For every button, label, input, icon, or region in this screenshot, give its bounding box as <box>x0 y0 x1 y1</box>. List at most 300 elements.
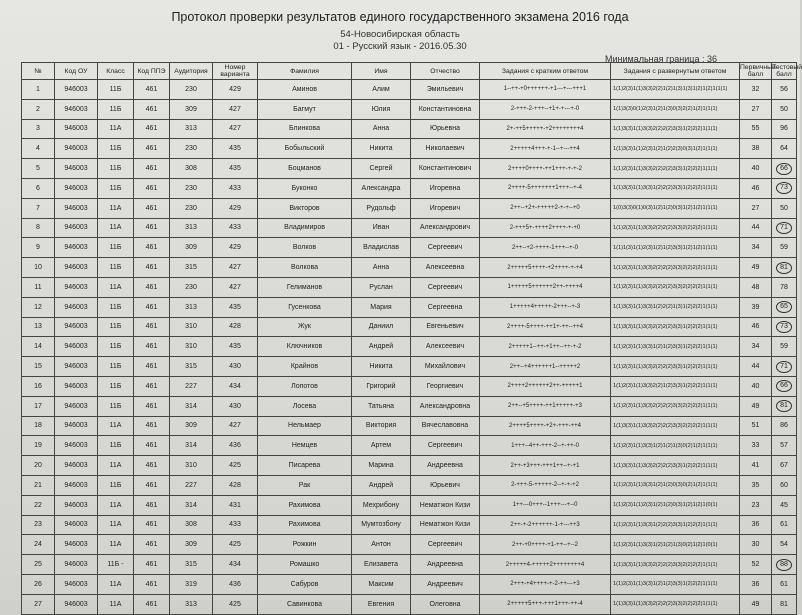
variant-cell: 435 <box>213 337 258 357</box>
test-score-cell: 60 <box>772 475 797 495</box>
col-header: Код ОУ <box>55 63 98 80</box>
col-header: Номер варианта <box>213 63 258 80</box>
table-row <box>22 416 797 436</box>
short-answers-cell: 2+++-+4++++-+-2-++---+3 <box>480 574 611 594</box>
auditorium-cell: 308 <box>170 515 213 535</box>
region-label: 54-Новосибирская область <box>340 29 460 40</box>
surname-cell: Савинкова <box>258 594 352 614</box>
surname-cell: Буконко <box>258 178 352 198</box>
first-name-cell: Руслан <box>352 277 411 297</box>
min-score-label: Минимальная граница : 36 <box>605 54 717 64</box>
school-code: 946003 <box>55 277 98 297</box>
surname-cell: Лопотов <box>258 376 352 396</box>
school-code: 946003 <box>55 218 98 238</box>
short-answers-cell: 2-+++-2-+++--+1+-+---+-0 <box>480 99 611 119</box>
ppe-code: 461 <box>134 198 170 218</box>
school-code: 946003 <box>55 258 98 278</box>
long-answers-cell: 1(1)2(3)1(1)3(3)1(2)1(2)3(3)1(2)2(2)1(1(1) <box>611 337 740 357</box>
test-score-cell: 54 <box>772 535 797 555</box>
surname-cell: Рахимова <box>258 495 352 515</box>
variant-cell: 431 <box>213 495 258 515</box>
row-number: 19 <box>22 436 55 456</box>
school-code: 946003 <box>55 594 98 614</box>
ppe-code: 461 <box>134 456 170 476</box>
circled-score: 66 <box>776 163 792 175</box>
ppe-code: 461 <box>134 159 170 179</box>
circled-score: 73 <box>776 321 792 333</box>
variant-cell: 433 <box>213 178 258 198</box>
col-header: Имя <box>352 63 411 80</box>
patronymic-cell: Михайлович <box>411 357 480 377</box>
school-code: 946003 <box>55 337 98 357</box>
school-code: 946003 <box>55 357 98 377</box>
variant-cell: 430 <box>213 396 258 416</box>
auditorium-cell: 230 <box>170 198 213 218</box>
short-answers-cell: 2++--+5++++-++1+++++-+3 <box>480 396 611 416</box>
row-number: 4 <box>22 139 55 159</box>
ppe-code: 461 <box>134 535 170 555</box>
variant-cell: 427 <box>213 119 258 139</box>
auditorium-cell: 313 <box>170 297 213 317</box>
surname-cell: Багмут <box>258 99 352 119</box>
surname-cell: Нельмаер <box>258 416 352 436</box>
primary-score-cell: 34 <box>740 337 772 357</box>
surname-cell: Лосева <box>258 396 352 416</box>
surname-cell: Гелиманов <box>258 277 352 297</box>
auditorium-cell: 310 <box>170 337 213 357</box>
first-name-cell: Григорий <box>352 376 411 396</box>
primary-score-cell: 39 <box>740 297 772 317</box>
long-answers-cell: 1(1)3(3)1(1)3(3)2(2)2(2)3(3)2(2)2(2)1(1(1) <box>611 416 740 436</box>
first-name-cell: Никита <box>352 357 411 377</box>
auditorium-cell: 308 <box>170 159 213 179</box>
auditorium-cell: 309 <box>170 238 213 258</box>
surname-cell: Рак <box>258 475 352 495</box>
patronymic-cell: Эмильевич <box>411 80 480 100</box>
short-answers-cell: 2+++++5++++-+2++++-+-+4 <box>480 258 611 278</box>
ppe-code: 461 <box>134 119 170 139</box>
table-row <box>22 297 797 317</box>
short-answers-cell: 1+++++4+++++-2+++--+-3 <box>480 297 611 317</box>
variant-cell: 434 <box>213 555 258 575</box>
short-answers-cell: 2++-+-2++++++-1-+---++3 <box>480 515 611 535</box>
ppe-code: 461 <box>134 594 170 614</box>
variant-cell: 427 <box>213 277 258 297</box>
class-cell: 11А <box>98 495 134 515</box>
ppe-code: 461 <box>134 99 170 119</box>
auditorium-cell: 227 <box>170 475 213 495</box>
long-answers-cell: 1(1)3(3)1(1)2(3)1(2)1(2)2(3)0(3)1(2)1(1(1) <box>611 139 740 159</box>
class-cell: 11Б <box>98 159 134 179</box>
table-row <box>22 594 797 614</box>
patronymic-cell: Константиновна <box>411 99 480 119</box>
test-score-cell: 61 <box>772 515 797 535</box>
long-answers-cell: 1(1)2(3)1(1)3(3)2(2)2(2)3(3)2(2)2(2)1(1(1) <box>611 218 740 238</box>
surname-cell: Ключников <box>258 337 352 357</box>
variant-cell: 428 <box>213 475 258 495</box>
ppe-code: 461 <box>134 178 170 198</box>
surname-cell: Владимиров <box>258 218 352 238</box>
first-name-cell: Антон <box>352 535 411 555</box>
long-answers-cell: 1(1)2(3)1(1)3(3)1(2)2(2)3(3)1(2)2(2)1(1(1) <box>611 515 740 535</box>
first-name-cell: Марина <box>352 456 411 476</box>
patronymic-cell: Олеговна <box>411 594 480 614</box>
patronymic-cell: Нематжон Кизи <box>411 515 480 535</box>
table-row <box>22 178 797 198</box>
variant-cell: 429 <box>213 198 258 218</box>
row-number: 21 <box>22 475 55 495</box>
long-answers-cell: 1(1)3(3)0(1)2(3)1(2)1(3)0(3)2(2)1(2)1(1(1) <box>611 99 740 119</box>
circled-score: 71 <box>776 361 792 373</box>
patronymic-cell: Александрович <box>411 218 480 238</box>
primary-score-cell: 38 <box>740 139 772 159</box>
school-code: 946003 <box>55 159 98 179</box>
primary-score-cell: 34 <box>740 238 772 258</box>
table-row <box>22 515 797 535</box>
short-answers-cell: 2++--+4++++++1--+++++2 <box>480 357 611 377</box>
auditorium-cell: 310 <box>170 317 213 337</box>
variant-cell: 429 <box>213 80 258 100</box>
first-name-cell: Татьяна <box>352 396 411 416</box>
auditorium-cell: 315 <box>170 555 213 575</box>
surname-cell: Блинкова <box>258 119 352 139</box>
surname-cell: Писарева <box>258 456 352 476</box>
auditorium-cell: 313 <box>170 218 213 238</box>
patronymic-cell: Сергеевна <box>411 297 480 317</box>
first-name-cell: Елизавета <box>352 555 411 575</box>
row-number: 3 <box>22 119 55 139</box>
first-name-cell: Артем <box>352 436 411 456</box>
short-answers-cell: 2+++++5+++-+++1+++-++-4 <box>480 594 611 614</box>
patronymic-cell: Александровна <box>411 396 480 416</box>
table-row <box>22 535 797 555</box>
first-name-cell: Мумтозбону <box>352 515 411 535</box>
row-number: 6 <box>22 178 55 198</box>
primary-score-cell: 36 <box>740 574 772 594</box>
col-header: Задания с развернутым ответом <box>611 63 740 80</box>
patronymic-cell: Сергеевич <box>411 535 480 555</box>
variant-cell: 436 <box>213 436 258 456</box>
class-cell: 11А <box>98 277 134 297</box>
test-score-cell: 57 <box>772 436 797 456</box>
auditorium-cell: 309 <box>170 416 213 436</box>
test-score-cell: 50 <box>772 198 797 218</box>
test-score-cell: 61 <box>772 574 797 594</box>
patronymic-cell: Юрьевна <box>411 119 480 139</box>
table-row <box>22 139 797 159</box>
surname-cell: Волкова <box>258 258 352 278</box>
ppe-code: 461 <box>134 317 170 337</box>
surname-cell: Аминов <box>258 80 352 100</box>
table-row <box>22 238 797 258</box>
ppe-code: 461 <box>134 258 170 278</box>
row-number: 8 <box>22 218 55 238</box>
primary-score-cell: 40 <box>740 376 772 396</box>
table-row <box>22 357 797 377</box>
auditorium-cell: 314 <box>170 436 213 456</box>
patronymic-cell: Андреевич <box>411 574 480 594</box>
long-answers-cell: 1(1)3(3)1(1)3(3)2(2)2(2)3(3)1(2)2(2)1(1(1) <box>611 456 740 476</box>
row-number: 13 <box>22 317 55 337</box>
primary-score-cell: 36 <box>740 515 772 535</box>
table-row <box>22 80 797 100</box>
row-number: 9 <box>22 238 55 258</box>
patronymic-cell: Алексеевич <box>411 337 480 357</box>
ppe-code: 461 <box>134 416 170 436</box>
patronymic-cell: Игоревич <box>411 198 480 218</box>
school-code: 946003 <box>55 456 98 476</box>
surname-cell: Сабуров <box>258 574 352 594</box>
variant-cell: 428 <box>213 317 258 337</box>
test-score-cell: 81 <box>772 594 797 614</box>
table-row <box>22 376 797 396</box>
short-answers-cell: 2++++0++++-++1+++-+-+-2 <box>480 159 611 179</box>
row-number: 15 <box>22 357 55 377</box>
test-score-cell <box>772 159 797 179</box>
short-answers-cell: 2++++5++++-+2+-+++-++4 <box>480 416 611 436</box>
school-code: 946003 <box>55 99 98 119</box>
patronymic-cell: Юрьевич <box>411 475 480 495</box>
first-name-cell: Максим <box>352 574 411 594</box>
patronymic-cell: Евгеньевич <box>411 317 480 337</box>
primary-score-cell: 35 <box>740 475 772 495</box>
test-score-cell: 56 <box>772 80 797 100</box>
school-code: 946003 <box>55 198 98 218</box>
table-row <box>22 277 797 297</box>
first-name-cell: Никита <box>352 139 411 159</box>
table-row <box>22 396 797 416</box>
col-header: Первичный балл <box>740 64 776 78</box>
col-header: Задания с кратким ответом <box>480 63 611 80</box>
first-name-cell: Владислав <box>352 238 411 258</box>
test-score-cell: 45 <box>772 495 797 515</box>
ppe-code: 461 <box>134 80 170 100</box>
table-row <box>22 495 797 515</box>
patronymic-cell: Андреевна <box>411 555 480 575</box>
variant-cell: 425 <box>213 594 258 614</box>
ppe-code: 461 <box>134 238 170 258</box>
patronymic-cell: Андреевна <box>411 456 480 476</box>
primary-score-cell: 48 <box>740 277 772 297</box>
class-cell: 11А <box>98 515 134 535</box>
long-answers-cell: 1(1)2(3)1(1)3(3)1(2)1(2)3(3)1(2)2(2)1(1(1) <box>611 574 740 594</box>
surname-cell: Викторов <box>258 198 352 218</box>
school-code: 946003 <box>55 376 98 396</box>
test-score-cell <box>772 376 797 396</box>
long-answers-cell: 1(1)3(3)1(1)3(3)2(2)2(2)3(3)2(2)2(2)1(1(1) <box>611 555 740 575</box>
surname-cell: Боцманов <box>258 159 352 179</box>
table-row <box>22 475 797 495</box>
long-answers-cell: 1(1)2(3)1(1)2(3)1(2)1(2)0(3)1(2)1(2)1(0(1) <box>611 495 740 515</box>
variant-cell: 425 <box>213 456 258 476</box>
test-score-cell: 64 <box>772 139 797 159</box>
test-score-cell <box>772 178 797 198</box>
class-cell: 11А <box>98 119 134 139</box>
long-answers-cell: 1(1)2(3)1(1)3(3)1(2)1(2)1(3)0(2)1(2)1(0(1) <box>611 535 740 555</box>
primary-score-cell: 40 <box>740 159 772 179</box>
long-answers-cell: 1(1)3(3)1(1)3(3)2(2)2(2)3(3)1(2)2(2)1(1(1) <box>611 119 740 139</box>
col-header: Код ППЭ <box>134 63 170 80</box>
row-number: 27 <box>22 594 55 614</box>
long-answers-cell: 1(1)3(3)1(1)3(3)1(2)2(2)1(3)1(2)2(2)1(1(1) <box>611 297 740 317</box>
test-score-cell <box>772 258 797 278</box>
table-row <box>22 159 797 179</box>
first-name-cell: Андрей <box>352 337 411 357</box>
test-score-cell: 96 <box>772 119 797 139</box>
school-code: 946003 <box>55 119 98 139</box>
class-cell: 11Б <box>98 99 134 119</box>
variant-cell: 425 <box>213 535 258 555</box>
class-cell: 11А <box>98 574 134 594</box>
short-answers-cell: 2-+++5+-++++2++++-+-+0 <box>480 218 611 238</box>
patronymic-cell: Сергеевич <box>411 238 480 258</box>
row-number: 25 <box>22 555 55 575</box>
test-score-cell: 78 <box>772 277 797 297</box>
surname-cell: Жук <box>258 317 352 337</box>
variant-cell: 427 <box>213 416 258 436</box>
auditorium-cell: 227 <box>170 376 213 396</box>
row-number: 26 <box>22 574 55 594</box>
class-cell: 11Б <box>98 317 134 337</box>
auditorium-cell: 314 <box>170 396 213 416</box>
row-number: 22 <box>22 495 55 515</box>
row-number: 12 <box>22 297 55 317</box>
class-cell: 11Б - <box>98 555 134 575</box>
school-code: 946003 <box>55 475 98 495</box>
table-row <box>22 436 797 456</box>
ppe-code: 461 <box>134 475 170 495</box>
patronymic-cell: Игоревна <box>411 178 480 198</box>
long-answers-cell: 1(1)1(3)1(1)2(3)1(2)1(2)3(3)1(2)1(2)1(1(1) <box>611 238 740 258</box>
primary-score-cell: 49 <box>740 258 772 278</box>
class-cell: 11Б <box>98 357 134 377</box>
first-name-cell: Александра <box>352 178 411 198</box>
table-row <box>22 258 797 278</box>
circled-score: 81 <box>776 400 792 412</box>
row-number: 18 <box>22 416 55 436</box>
first-name-cell: Мария <box>352 297 411 317</box>
test-score-cell <box>772 297 797 317</box>
school-code: 946003 <box>55 535 98 555</box>
circled-score: 71 <box>776 222 792 234</box>
ppe-code: 461 <box>134 376 170 396</box>
long-answers-cell: 1(1)2(3)1(1)3(3)2(2)1(2)3(3)1(2)2(2)1(1(1) <box>611 376 740 396</box>
school-code: 946003 <box>55 396 98 416</box>
short-answers-cell: 2++++-5++++-++1+-++--++4 <box>480 317 611 337</box>
school-code: 946003 <box>55 416 98 436</box>
class-cell: 11Б <box>98 178 134 198</box>
surname-cell: Рожкин <box>258 535 352 555</box>
auditorium-cell: 230 <box>170 178 213 198</box>
results-table <box>21 62 802 615</box>
first-name-cell: Анна <box>352 119 411 139</box>
short-answers-cell: 1++---0+++--1+++---+--0 <box>480 495 611 515</box>
test-score-cell <box>772 555 797 575</box>
subject-label: 01 - Русский язык - 2016.05.30 <box>333 41 467 52</box>
variant-cell: 427 <box>213 258 258 278</box>
primary-score-cell: 44 <box>740 357 772 377</box>
test-score-cell <box>772 396 797 416</box>
ppe-code: 461 <box>134 555 170 575</box>
class-cell: 11Б <box>98 80 134 100</box>
ppe-code: 461 <box>134 218 170 238</box>
short-answers-cell: 1+++++5++++++2++-++++4 <box>480 277 611 297</box>
surname-cell: Бобыльский <box>258 139 352 159</box>
school-code: 946003 <box>55 139 98 159</box>
first-name-cell: Евгения <box>352 594 411 614</box>
long-answers-cell: 1(1)2(3)1(1)3(3)2(2)1(2)1(3)1(3)1(2)1(2)1(1(1) <box>611 80 740 100</box>
variant-cell: 436 <box>213 574 258 594</box>
ppe-code: 461 <box>134 495 170 515</box>
first-name-cell: Алим <box>352 80 411 100</box>
first-name-cell: Виктория <box>352 416 411 436</box>
circled-score: 73 <box>776 182 792 194</box>
class-cell: 11А <box>98 218 134 238</box>
test-score-cell <box>772 317 797 337</box>
row-number: 1 <box>22 80 55 100</box>
primary-score-cell: 41 <box>740 456 772 476</box>
primary-score-cell: 27 <box>740 198 772 218</box>
class-cell: 11А <box>98 594 134 614</box>
primary-score-cell: 30 <box>740 535 772 555</box>
circled-score: 66 <box>776 380 792 392</box>
primary-score-cell: 44 <box>740 218 772 238</box>
school-code: 946003 <box>55 515 98 535</box>
table-row <box>22 337 797 357</box>
long-answers-cell: 1(1)3(3)1(1)3(3)2(2)2(2)3(3)1(2)2(2)1(1(1) <box>611 317 740 337</box>
ppe-code: 461 <box>134 436 170 456</box>
long-answers-cell: 1(1)2(3)1(1)3(3)1(2)1(2)1(3)0(2)1(2)1(1(1) <box>611 436 740 456</box>
row-number: 10 <box>22 258 55 278</box>
class-cell: 11А <box>98 535 134 555</box>
table-header-row <box>22 63 797 80</box>
first-name-cell: Мехрибону <box>352 495 411 515</box>
first-name-cell: Сергей <box>352 159 411 179</box>
short-answers-cell: 2+-++5+++++-+2++++++++4 <box>480 119 611 139</box>
school-code: 946003 <box>55 297 98 317</box>
short-answers-cell: 2++++2++++++2++-+++++1 <box>480 376 611 396</box>
primary-score-cell: 46 <box>740 178 772 198</box>
short-answers-cell: 1+++--4++-+++-2--+-++-0 <box>480 436 611 456</box>
col-header: № <box>22 63 55 80</box>
variant-cell: 427 <box>213 99 258 119</box>
class-cell: 11А <box>98 456 134 476</box>
auditorium-cell: 313 <box>170 119 213 139</box>
auditorium-cell: 230 <box>170 80 213 100</box>
long-answers-cell: 1(1)2(3)1(1)3(3)2(2)2(2)3(3)2(2)2(2)1(1(1) <box>611 258 740 278</box>
col-header: Аудитория <box>170 63 213 80</box>
circled-score: 88 <box>776 559 792 571</box>
auditorium-cell: 230 <box>170 277 213 297</box>
primary-score-cell: 27 <box>740 99 772 119</box>
short-answers-cell: 2-+++-5-+++++-2--+-+-+2 <box>480 475 611 495</box>
long-answers-cell: 1(0)3(3)0(1)0(3)1(2)1(2)0(3)1(2)1(2)1(1(1) <box>611 198 740 218</box>
patronymic-cell: Нематжон Кизи <box>411 495 480 515</box>
class-cell: 11Б <box>98 139 134 159</box>
auditorium-cell: 309 <box>170 99 213 119</box>
row-number: 5 <box>22 159 55 179</box>
first-name-cell: Юлия <box>352 99 411 119</box>
row-number: 20 <box>22 456 55 476</box>
primary-score-cell: 33 <box>740 436 772 456</box>
variant-cell: 435 <box>213 139 258 159</box>
table-row <box>22 198 797 218</box>
auditorium-cell: 315 <box>170 258 213 278</box>
surname-cell: Волков <box>258 238 352 258</box>
row-number: 17 <box>22 396 55 416</box>
ppe-code: 461 <box>134 574 170 594</box>
surname-cell: Немцев <box>258 436 352 456</box>
